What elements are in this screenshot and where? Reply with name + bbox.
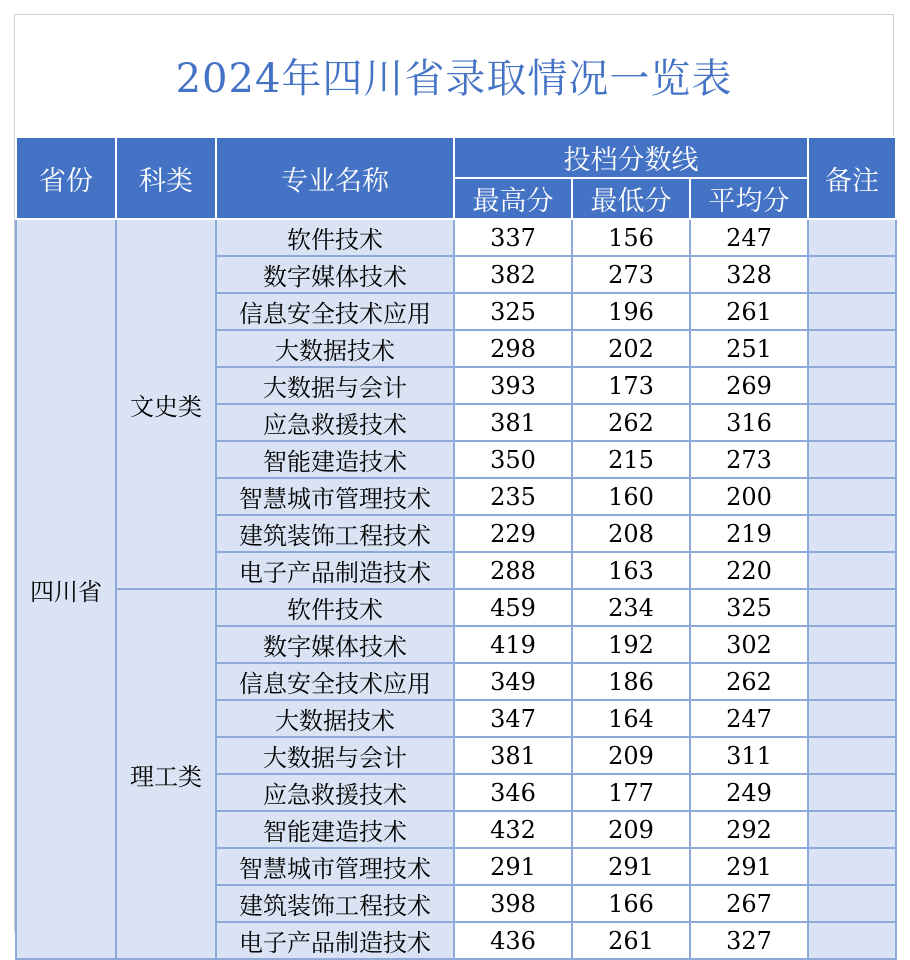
avg-score-cell: 325: [690, 589, 808, 626]
avg-score-cell: 220: [690, 552, 808, 589]
max-score-cell: 325: [454, 293, 572, 330]
min-score-cell: 186: [572, 663, 690, 700]
note-cell: [808, 552, 896, 589]
note-cell: [808, 515, 896, 552]
avg-score-cell: 316: [690, 404, 808, 441]
note-cell: [808, 330, 896, 367]
max-score-cell: 432: [454, 811, 572, 848]
note-cell: [808, 848, 896, 885]
max-score-cell: 381: [454, 404, 572, 441]
min-score-cell: 164: [572, 700, 690, 737]
table-body: [16, 219, 896, 959]
major-cell: 应急救援技术: [216, 404, 454, 441]
table-row: [16, 589, 896, 626]
avg-score-cell: 262: [690, 663, 808, 700]
major-cell: 建筑装饰工程技术: [216, 885, 454, 922]
major-cell: 信息安全技术应用: [216, 293, 454, 330]
min-score-cell: 234: [572, 589, 690, 626]
max-score-cell: 350: [454, 441, 572, 478]
max-score-cell: 346: [454, 774, 572, 811]
max-score-cell: 235: [454, 478, 572, 515]
note-cell: [808, 219, 896, 256]
avg-score-cell: 251: [690, 330, 808, 367]
max-score-cell: 337: [454, 219, 572, 256]
max-score-cell: 398: [454, 885, 572, 922]
note-cell: [808, 367, 896, 404]
max-score-cell: 288: [454, 552, 572, 589]
major-cell: 大数据与会计: [216, 367, 454, 404]
avg-score-cell: 249: [690, 774, 808, 811]
min-score-cell: 202: [572, 330, 690, 367]
header-avg: 平均分: [690, 178, 808, 219]
max-score-cell: 419: [454, 626, 572, 663]
min-score-cell: 160: [572, 478, 690, 515]
major-cell: 应急救援技术: [216, 774, 454, 811]
header-province: 省份: [16, 137, 116, 219]
avg-score-cell: 267: [690, 885, 808, 922]
min-score-cell: 215: [572, 441, 690, 478]
max-score-cell: 349: [454, 663, 572, 700]
note-cell: [808, 589, 896, 626]
avg-score-cell: 200: [690, 478, 808, 515]
avg-score-cell: 328: [690, 256, 808, 293]
max-score-cell: 298: [454, 330, 572, 367]
header-major: 专业名称: [216, 137, 454, 219]
min-score-cell: 262: [572, 404, 690, 441]
admission-table: [15, 136, 897, 960]
major-cell: 电子产品制造技术: [216, 922, 454, 959]
major-cell: 信息安全技术应用: [216, 663, 454, 700]
note-cell: [808, 404, 896, 441]
major-cell: 大数据技术: [216, 700, 454, 737]
min-score-cell: 166: [572, 885, 690, 922]
max-score-cell: 381: [454, 737, 572, 774]
min-score-cell: 173: [572, 367, 690, 404]
avg-score-cell: 273: [690, 441, 808, 478]
note-cell: [808, 256, 896, 293]
major-cell: 电子产品制造技术: [216, 552, 454, 589]
major-cell: 软件技术: [216, 589, 454, 626]
max-score-cell: 291: [454, 848, 572, 885]
avg-score-cell: 311: [690, 737, 808, 774]
min-score-cell: 209: [572, 811, 690, 848]
note-cell: [808, 885, 896, 922]
avg-score-cell: 269: [690, 367, 808, 404]
major-cell: 大数据与会计: [216, 737, 454, 774]
note-cell: [808, 774, 896, 811]
min-score-cell: 156: [572, 219, 690, 256]
category-cell: 理工类: [116, 589, 216, 959]
major-cell: 数字媒体技术: [216, 256, 454, 293]
avg-score-cell: 261: [690, 293, 808, 330]
major-cell: 建筑装饰工程技术: [216, 515, 454, 552]
min-score-cell: 163: [572, 552, 690, 589]
major-cell: 智慧城市管理技术: [216, 478, 454, 515]
note-cell: [808, 811, 896, 848]
min-score-cell: 261: [572, 922, 690, 959]
note-cell: [808, 700, 896, 737]
category-cell: 文史类: [116, 219, 216, 589]
major-cell: 智能建造技术: [216, 441, 454, 478]
avg-score-cell: 291: [690, 848, 808, 885]
min-score-cell: 209: [572, 737, 690, 774]
major-cell: 智慧城市管理技术: [216, 848, 454, 885]
avg-score-cell: 247: [690, 700, 808, 737]
major-cell: 软件技术: [216, 219, 454, 256]
min-score-cell: 192: [572, 626, 690, 663]
max-score-cell: 229: [454, 515, 572, 552]
max-score-cell: 393: [454, 367, 572, 404]
note-cell: [808, 441, 896, 478]
max-score-cell: 436: [454, 922, 572, 959]
max-score-cell: 459: [454, 589, 572, 626]
min-score-cell: 196: [572, 293, 690, 330]
header-note: 备注: [808, 137, 896, 219]
header-min: 最低分: [572, 178, 690, 219]
note-cell: [808, 663, 896, 700]
min-score-cell: 177: [572, 774, 690, 811]
header-score-group: 投档分数线: [454, 137, 808, 178]
min-score-cell: 208: [572, 515, 690, 552]
page-title: 2024年四川省录取情况一览表: [175, 55, 733, 102]
avg-score-cell: 327: [690, 922, 808, 959]
avg-score-cell: 247: [690, 219, 808, 256]
major-cell: 智能建造技术: [216, 811, 454, 848]
table-row: [16, 219, 896, 256]
note-cell: [808, 293, 896, 330]
note-cell: [808, 922, 896, 959]
avg-score-cell: 219: [690, 515, 808, 552]
note-cell: [808, 478, 896, 515]
header-category: 科类: [116, 137, 216, 219]
max-score-cell: 382: [454, 256, 572, 293]
province-cell: 四川省: [16, 219, 116, 959]
avg-score-cell: 302: [690, 626, 808, 663]
min-score-cell: 291: [572, 848, 690, 885]
major-cell: 大数据技术: [216, 330, 454, 367]
header-max: 最高分: [454, 178, 572, 219]
min-score-cell: 273: [572, 256, 690, 293]
avg-score-cell: 292: [690, 811, 808, 848]
note-cell: [808, 737, 896, 774]
note-cell: [808, 626, 896, 663]
max-score-cell: 347: [454, 700, 572, 737]
major-cell: 数字媒体技术: [216, 626, 454, 663]
